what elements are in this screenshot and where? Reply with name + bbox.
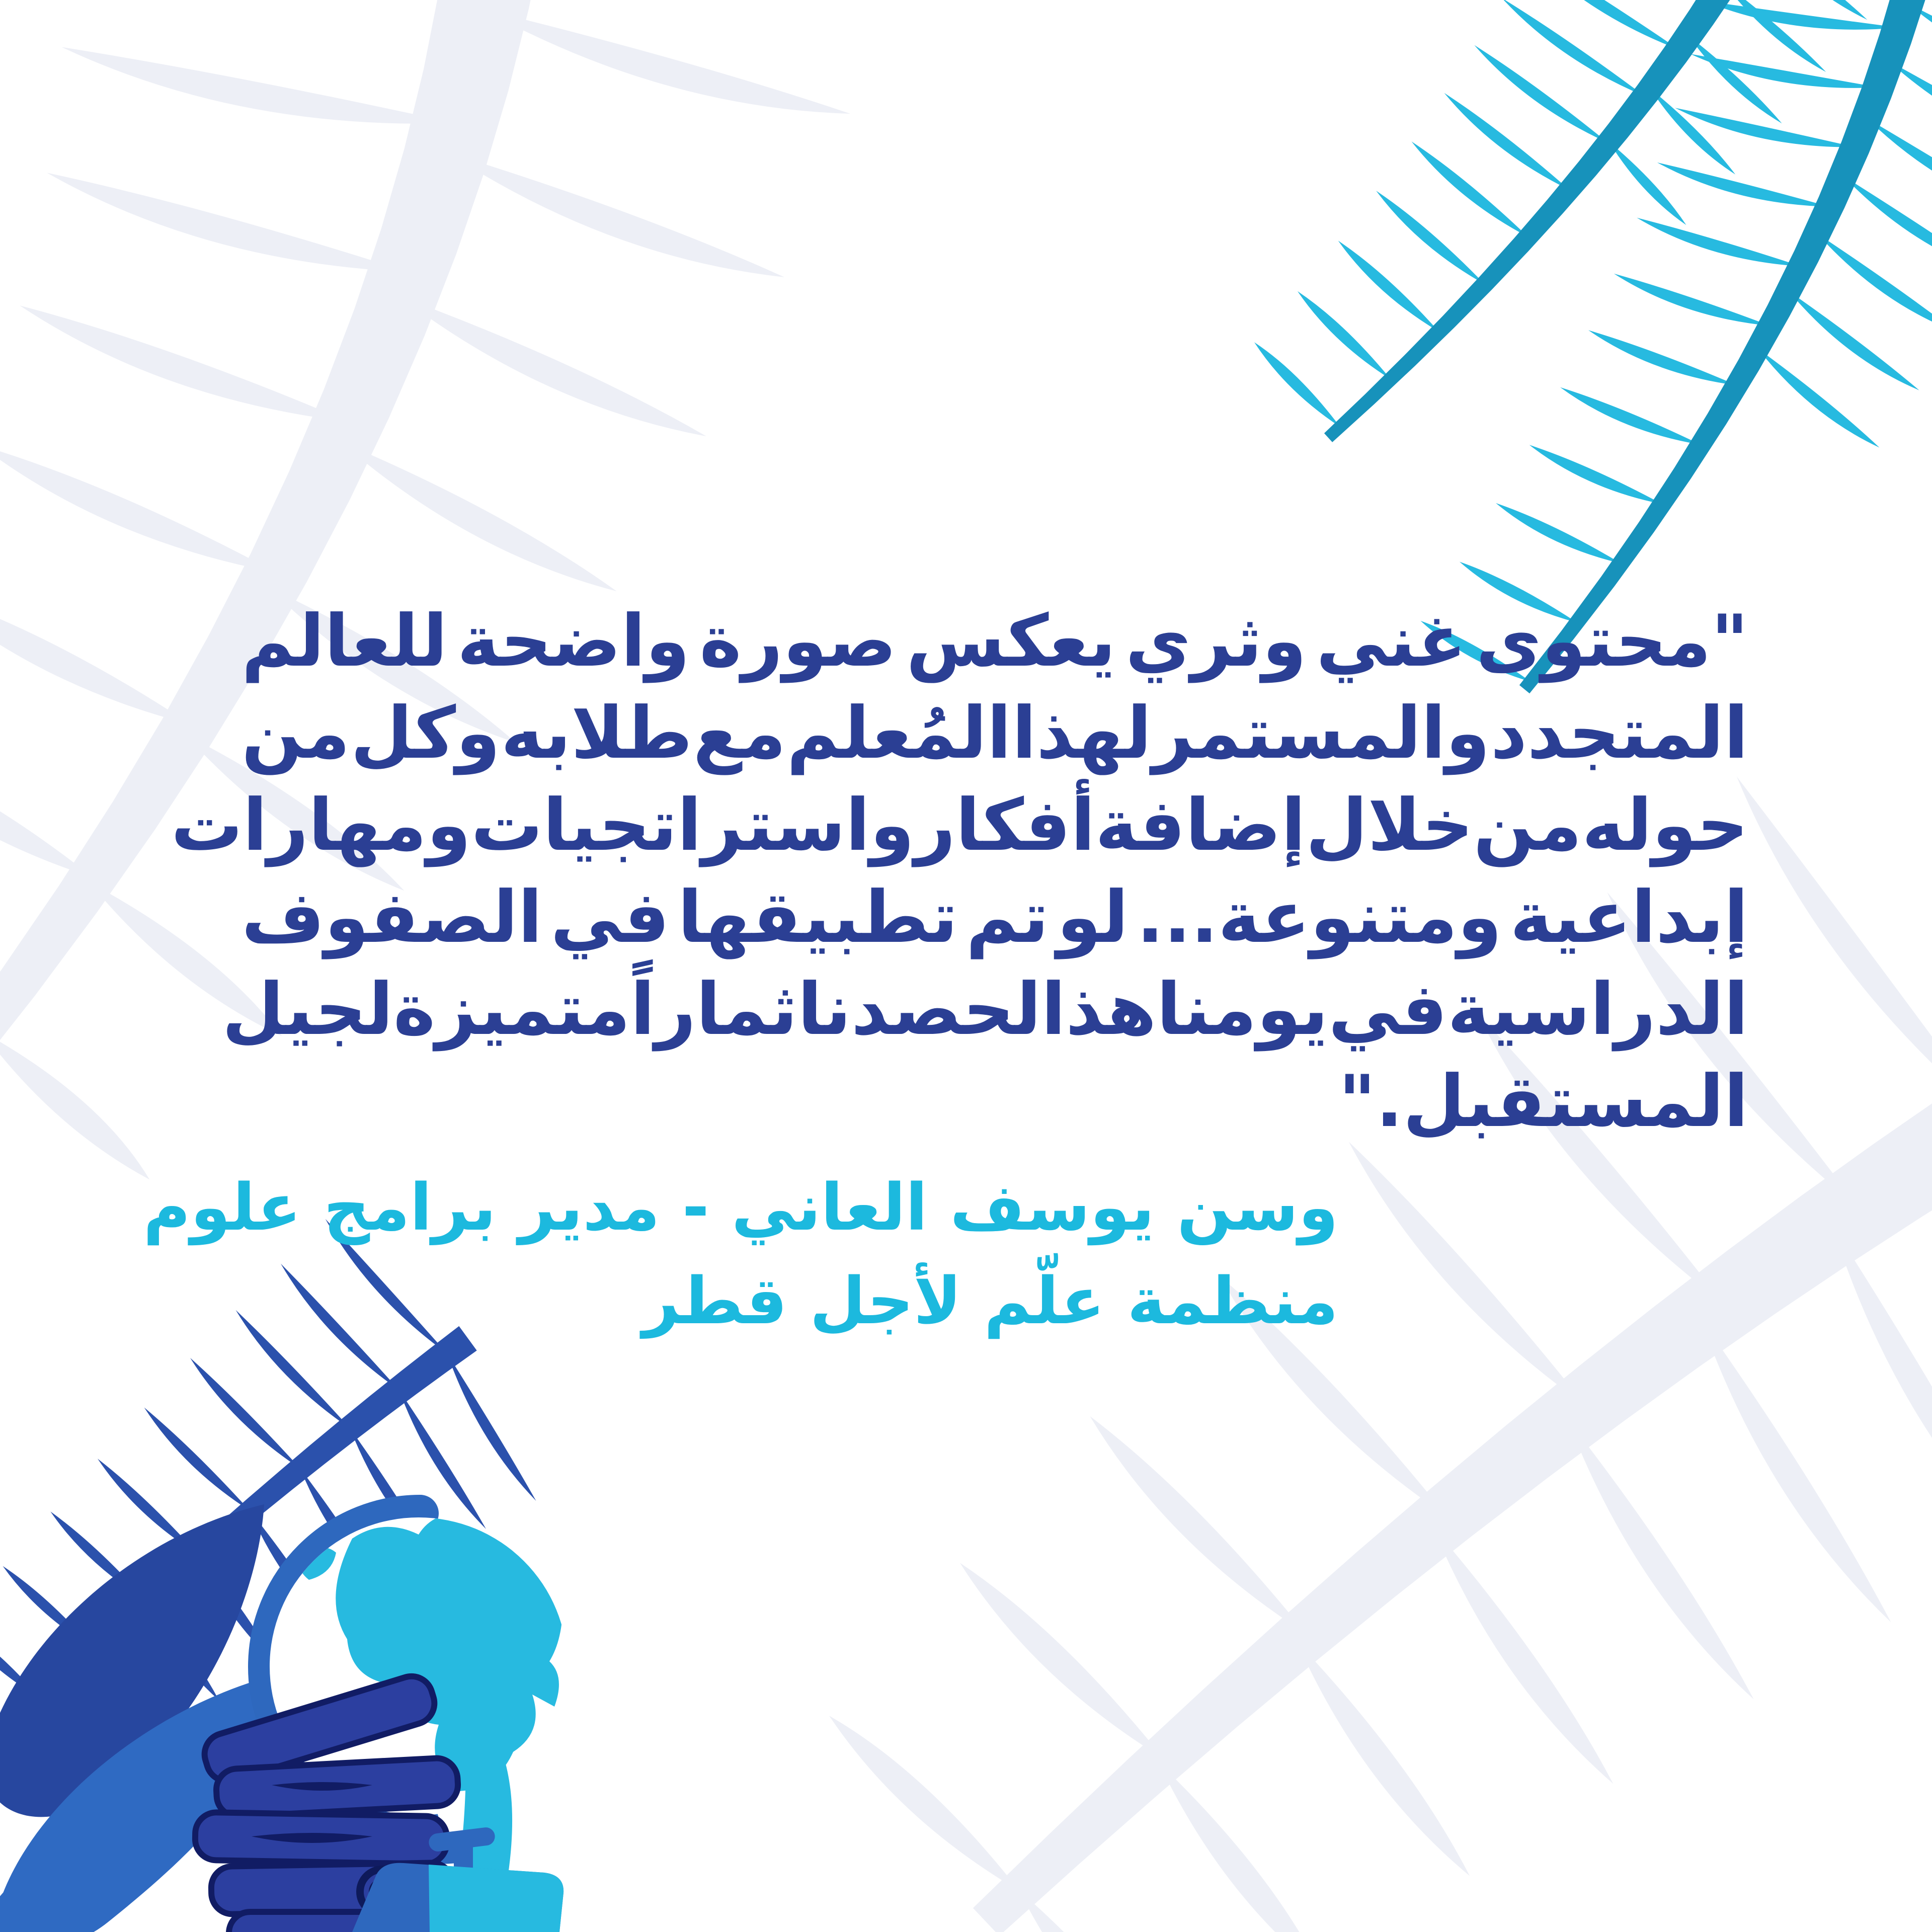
quote-line: المستقبل."	[1338, 1060, 1748, 1143]
attribution-name: وسن يوسف العاني - مدير برامج علوم	[143, 1170, 1338, 1245]
attribution-org: منظمة علّم لأجل قطر	[642, 1264, 1338, 1339]
quote-line: إبداعية ومتنوعة... لو تم تطبيقها في الصفوف	[242, 876, 1748, 959]
attribution	[143, 1161, 1338, 1348]
quote-line: "محتوى غني وثري يعكس صورة واضحة للعالم	[242, 600, 1748, 683]
quote-line: المتجدد والمستمر لهذا المُعلم مع طلابه وكل من	[242, 692, 1748, 775]
quote-text	[171, 600, 1748, 1152]
quote-line: الدراسية في يومنا هذا لحصدنا ثماراً متميزة لجيل	[222, 968, 1748, 1051]
quote-line: حوله من خلال إضافة أفكار واستراتجيات ومهارات	[171, 784, 1748, 867]
palm-frond-icon	[1254, 0, 1867, 442]
palm-frond-icon	[1420, 0, 1932, 693]
